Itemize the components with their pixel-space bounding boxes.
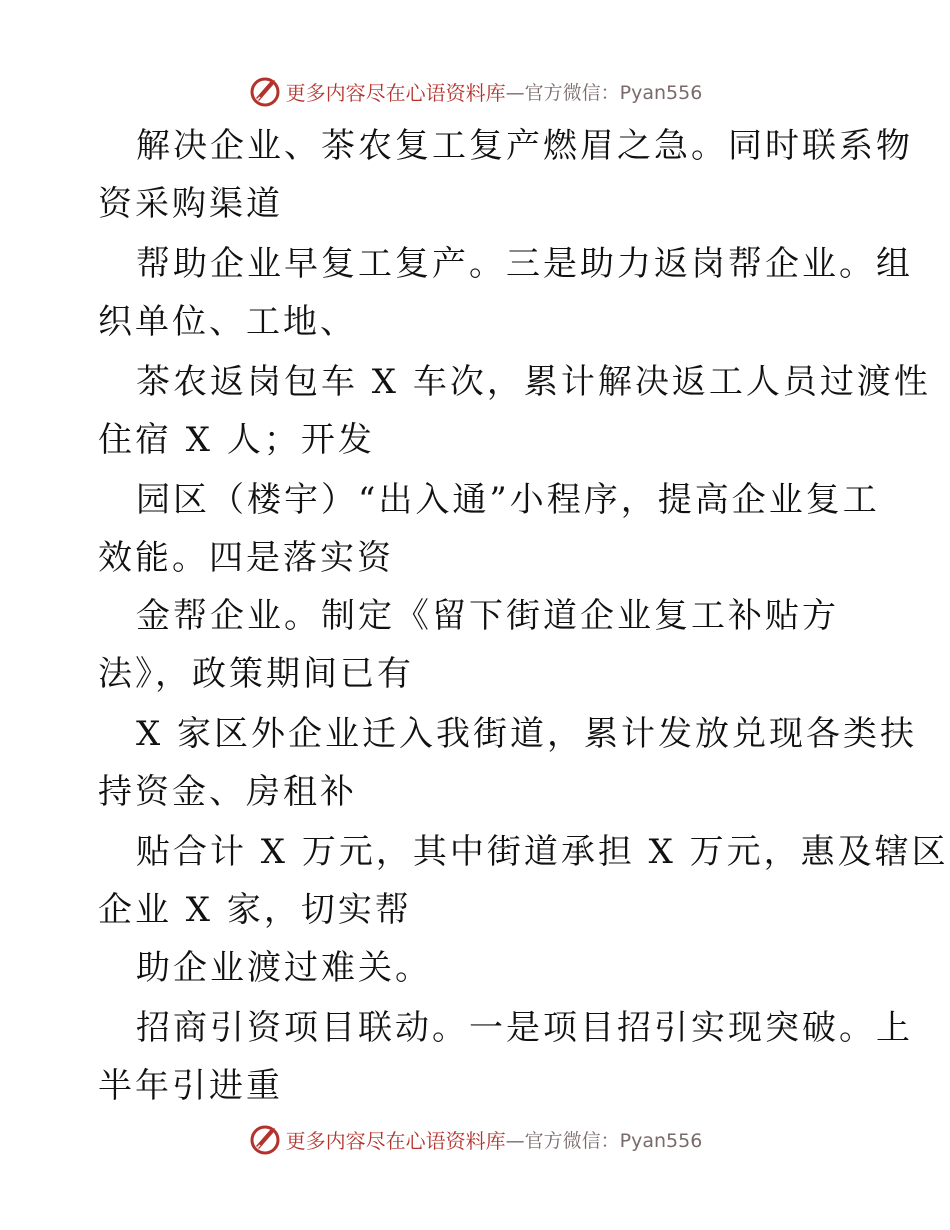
- text-line: 织单位、工地、: [98, 302, 357, 342]
- watermark-wechat-text: —官方微信：Pyan556: [505, 1129, 703, 1152]
- text-line: 园区（楼宇）“出入通”小程序，提高企业复工: [136, 480, 880, 520]
- text-line: 效能。四是落实资: [98, 538, 394, 578]
- watermark-site-text: 更多内容尽在心语资料库: [285, 80, 506, 105]
- text-line: 法》，政策期间已有: [98, 654, 414, 694]
- text-line: X 家区外企业迁入我街道，累计发放兑现各类扶: [136, 714, 918, 754]
- watermark-site-text: 更多内容尽在心语资料库: [285, 1128, 506, 1153]
- text-line: 助企业渡过难关。: [136, 948, 432, 988]
- text-line: 帮助企业早复工复产。三是助力返岗帮企业。组: [136, 244, 913, 284]
- text-line: 资采购渠道: [98, 184, 283, 224]
- text-line: 半年引进重: [98, 1066, 283, 1106]
- header-watermark: [0, 71, 950, 111]
- text-line: 住宿 X 人；开发: [98, 420, 375, 460]
- pen-logo-icon: [248, 1122, 282, 1156]
- footer-watermark: [0, 1119, 950, 1159]
- text-line: 解决企业、茶农复工复产燃眉之急。同时联系物: [136, 126, 913, 166]
- text-line: 企业 X 家，切实帮: [98, 890, 412, 930]
- text-line: 贴合计 X 万元，其中街道承担 X 万元，惠及辖区: [136, 832, 949, 872]
- text-line: 茶农返岗包车 X 车次，累计解决返工人员过渡性: [136, 362, 931, 402]
- pen-logo-icon: [248, 74, 282, 108]
- text-line: 招商引资项目联动。一是项目招引实现突破。上: [136, 1008, 913, 1048]
- text-line: 金帮企业。制定《留下街道企业复工补贴方: [136, 596, 839, 636]
- text-line: 持资金、房租补: [98, 772, 357, 812]
- watermark-wechat-text: —官方微信：Pyan556: [505, 81, 703, 104]
